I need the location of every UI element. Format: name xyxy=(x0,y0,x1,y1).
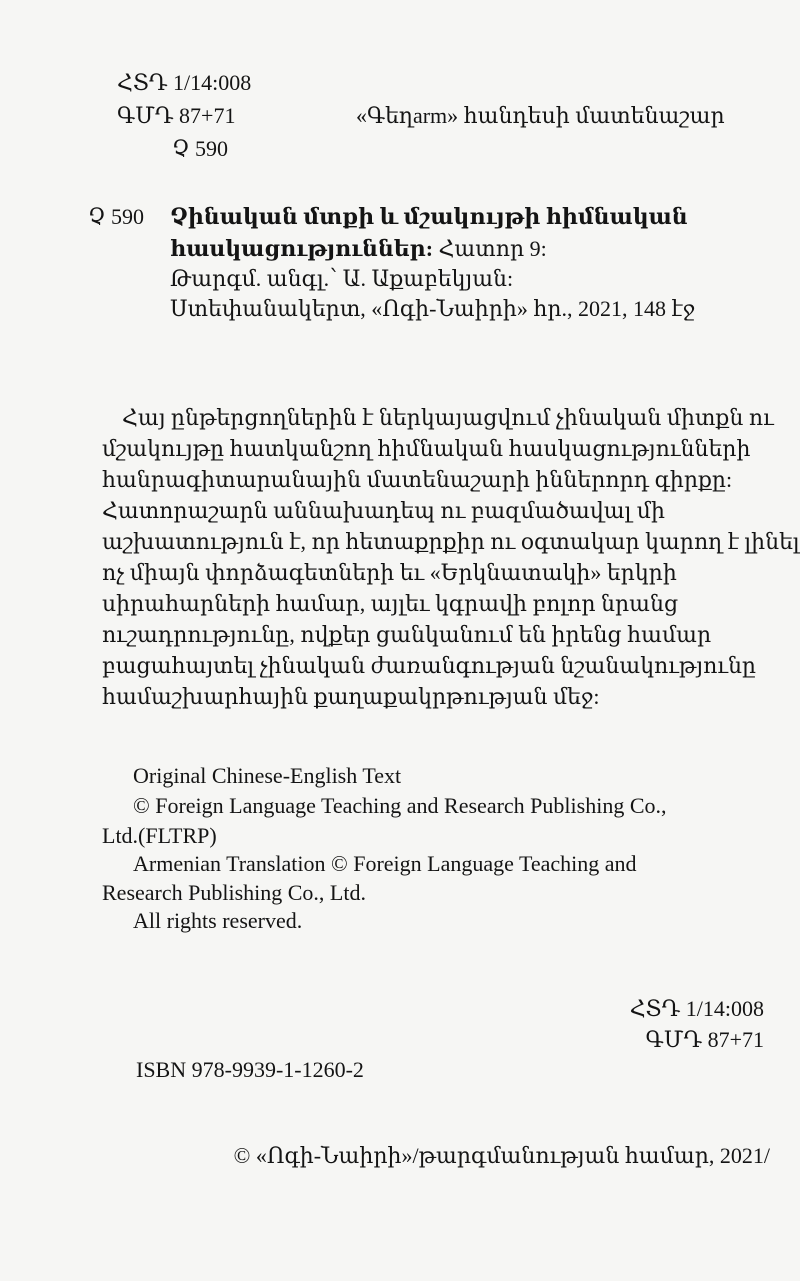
description-line: Հատորաշարն աննախադեպ ու բազմածավալ մի xyxy=(102,498,665,523)
description-line: ոչ միայն փորձագետների եւ «Երկնատակի» երկրի xyxy=(102,560,677,585)
description-line: մշակույթը հատկանշող հիմնական հասկացությունների xyxy=(102,436,751,461)
isbn: ISBN 978-9939-1-1260-2 xyxy=(136,1057,364,1082)
book-title-line1: Չինական մտքի և մշակույթի հիմնական xyxy=(170,204,688,229)
series-title: «Գեղarm» հանդեսի մատենաշար xyxy=(356,103,725,128)
description-line: Հայ ընթերցողներին է ներկայացվում չինական միտքն ու xyxy=(122,405,774,430)
publisher-copyright: © «Ոգի-Նաիրի»/թարգմանության համար, 2021/ xyxy=(233,1143,770,1168)
fltrp-copyright-line1: © Foreign Language Teaching and Research Publishing Co., xyxy=(133,793,667,818)
description-line: համաշխարհային քաղաքակրթության մեջ: xyxy=(102,684,600,709)
fltrp-copyright-line2: Ltd.(FLTRP) xyxy=(102,823,217,848)
book-title-line2 xyxy=(170,236,547,262)
udc-code-bottom: ՀՏԴ 1/14:008 xyxy=(629,996,764,1021)
translation-copyright-line1: Armenian Translation © Foreign Language Teaching and xyxy=(133,851,637,876)
book-title-concepts: հասկացություններ: xyxy=(170,236,434,261)
volume-number: Հատոր 9: xyxy=(438,236,547,261)
original-text-note: Original Chinese-English Text xyxy=(133,763,402,788)
author-mark: Չ 590 xyxy=(88,204,145,229)
description-line: հանրագիտարանային մատենաշարի իններորդ գիրքը: xyxy=(102,467,733,492)
translator-line: Թարգմ. անգլ.՝ Ա. Աքաբեկյան: xyxy=(170,266,514,291)
author-mark-top: Չ 590 xyxy=(172,136,229,161)
description-line: բացահայտել չինական ժառանգության նշանակությունը xyxy=(102,653,756,678)
publication-line: Ստեփանակերտ, «Ոգի-Նաիրի» հր., 2021, 148 էջ xyxy=(170,296,696,321)
description-line: աշխատություն է, որ հետաքրքիր ու օգտակար կարող է լինել xyxy=(102,529,800,554)
all-rights-reserved: All rights reserved. xyxy=(133,908,303,933)
description-paragraph xyxy=(102,402,800,712)
bbk-code-top: ԳՄԴ 87+71 xyxy=(117,103,236,128)
udc-code-top: ՀՏԴ 1/14:008 xyxy=(117,70,252,95)
translation-copyright-line2: Research Publishing Co., Ltd. xyxy=(102,880,366,905)
description-line: ուշադրությունը, ովքեր ցանկանում են իրենց համար xyxy=(102,622,712,647)
bbk-code-bottom: ԳՄԴ 87+71 xyxy=(645,1027,764,1052)
description-line: սիրահարների համար, այլեւ կգրավի բոլոր նրանց xyxy=(102,591,679,616)
